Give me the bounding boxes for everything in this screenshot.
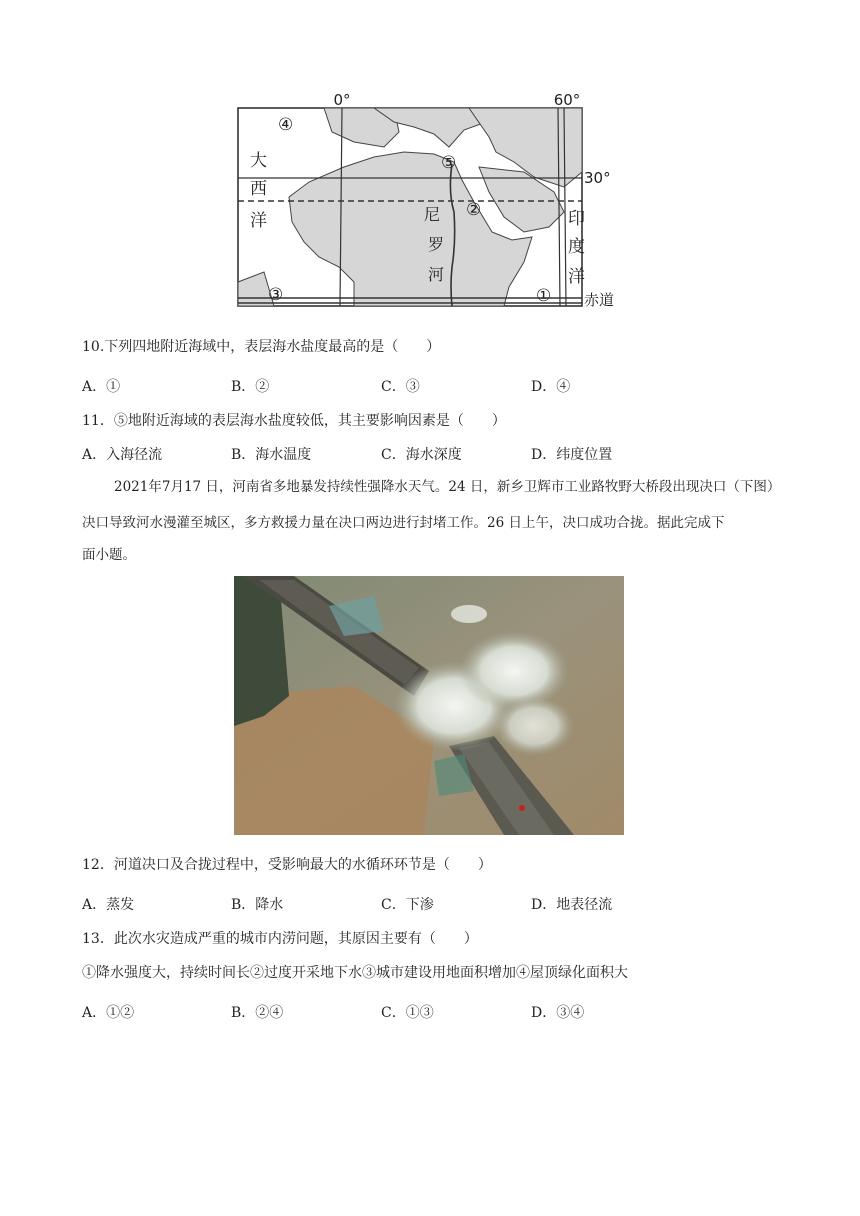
marker-2: ② [466, 200, 482, 220]
levee-breach-photo [234, 576, 624, 835]
lat-30-label: 30° [584, 169, 611, 187]
nile-label-1: 尼 [424, 205, 441, 224]
africa-map [234, 92, 624, 314]
lon-0-label: 0° [333, 92, 351, 109]
passage-line-2: 决口导致河水漫灌至城区，多方救援力量在决口两边进行封堵工作。26 日上午，决口成功合拢。据此完成下 [82, 515, 725, 531]
q13-option-d[interactable]: D．③④ [531, 1005, 585, 1021]
marker-4: ④ [278, 115, 294, 135]
q13-option-c[interactable]: C．①③ [381, 1005, 434, 1021]
q12-option-b[interactable]: B．降水 [231, 897, 284, 913]
nile-label-3: 河 [428, 265, 445, 284]
nile-label-2: 罗 [428, 235, 445, 254]
q10-option-a[interactable]: A．① [82, 379, 121, 395]
q12-option-d[interactable]: D．地表径流 [531, 897, 613, 913]
q10-option-b[interactable]: B．② [231, 379, 270, 395]
question-12-stem: 12．河道决口及合拢过程中，受影响最大的水循环环节是（ ） [82, 857, 492, 873]
marker-5: ⑤ [441, 153, 457, 173]
indian-label-1: 印 [568, 209, 585, 229]
marker-3: ③ [268, 285, 284, 305]
indian-label-2: 度 [568, 237, 585, 257]
passage-line-3: 面小题。 [82, 547, 136, 563]
atlantic-label-3: 洋 [250, 211, 267, 231]
question-13-stem: 13．此次水灾造成严重的城市内涝问题，其原因主要有（ ） [82, 931, 478, 947]
q13-option-a[interactable]: A．①② [82, 1005, 135, 1021]
marker-1: ① [536, 286, 552, 306]
question-10-stem: 10.下列四地附近海域中，表层海水盐度最高的是（ ） [82, 339, 441, 355]
q11-option-c[interactable]: C．海水深度 [381, 447, 462, 463]
question-11-stem: 11．⑤地附近海域的表层海水盐度较低，其主要影响因素是（ ） [82, 413, 506, 429]
question-13-statements: ①降水强度大，持续时间长②过度开采地下水③城市建设用地面积增加④屋顶绿化面积大 [82, 965, 628, 981]
equator-label: 赤道 [584, 291, 615, 309]
q11-option-d[interactable]: D．纬度位置 [531, 447, 613, 463]
q11-option-a[interactable]: A．入海径流 [82, 447, 163, 463]
q12-option-a[interactable]: A．蒸发 [82, 897, 135, 913]
q12-option-c[interactable]: C．下渗 [381, 897, 434, 913]
atlantic-label-2: 西 [250, 179, 267, 199]
indian-label-3: 洋 [568, 267, 585, 287]
q10-option-d[interactable]: D．④ [531, 379, 571, 395]
q11-option-b[interactable]: B．海水温度 [231, 447, 312, 463]
map-figure [234, 92, 624, 314]
q13-option-b[interactable]: B．②④ [231, 1005, 284, 1021]
atlantic-label-1: 大 [250, 151, 267, 171]
q10-option-c[interactable]: C．③ [381, 379, 420, 395]
lon-60-label: 60° [553, 92, 581, 109]
passage-line-1: 2021年7月17 日，河南省多地暴发持续性强降水天气。24 日，新乡卫辉市工业路牧野大桥段出现决口（下图） [114, 479, 781, 495]
